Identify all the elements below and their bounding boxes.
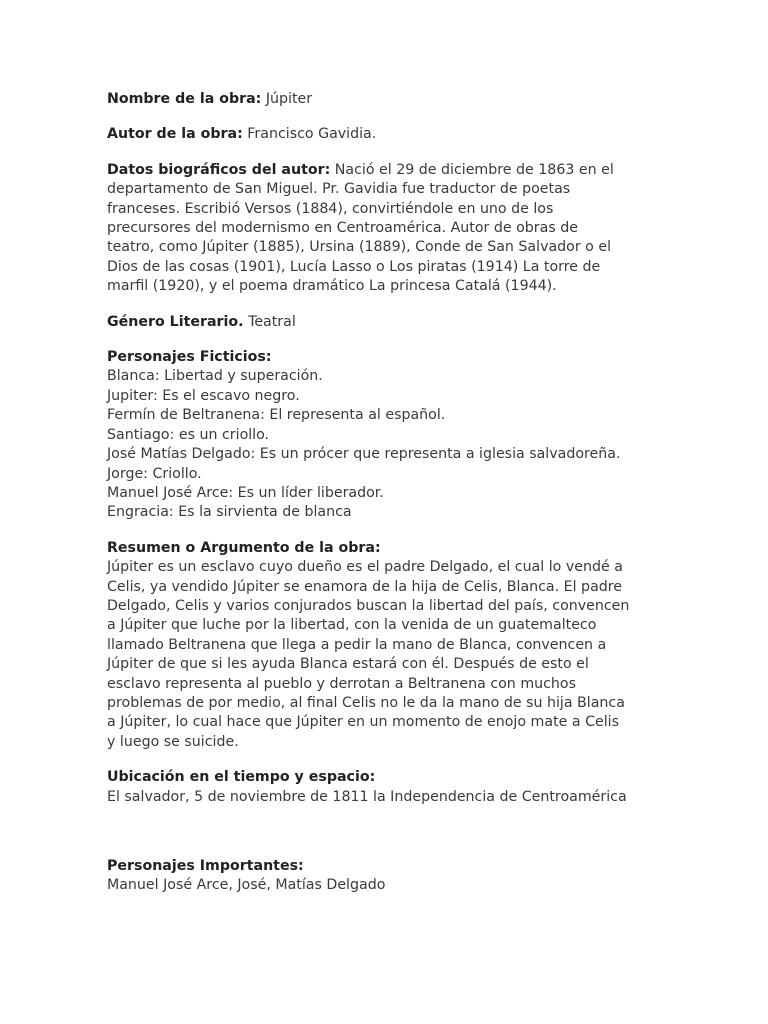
resumen-line: y luego se suicide. (107, 733, 239, 750)
biografia-line: franceses. Escribió Versos (1884), convirtiéndole en uno de los (107, 200, 554, 217)
biografia-label: Datos biográficos del autor: (107, 161, 331, 178)
biografia-line (107, 161, 667, 180)
biografia-line: teatro, como Júpiter (1885), Ursina (1889), Conde de San Salvador o el (107, 239, 612, 256)
autor-label: Autor de la obra: (107, 126, 243, 143)
biografia-line: Dios de las cosas (1901), Lucía Lasso o Los piratas (1914) La torre de (107, 258, 601, 275)
personajes-ficticios-title: Personajes Ficticios: (107, 349, 272, 366)
list-item: Santiago: es un criollo. (107, 426, 270, 443)
resumen-line: Júpiter de que si les ayuda Blanca estará con él. Después de esto el (107, 656, 589, 673)
list-item: Manuel José Arce: Es un líder liberador. (107, 484, 384, 501)
obra-section (107, 90, 667, 109)
biografia-section (107, 161, 667, 297)
resumen-line: llamado Beltranena que llega a pedir la mano de Blanca, convencen a (107, 636, 607, 653)
biografia-line: marfil (1920), y el poema dramático La princesa Catalá (1944). (107, 278, 557, 295)
genero-value: Teatral (243, 313, 296, 330)
resumen-line: esclavo representa al pueblo y derrotan a Beltranena con muchos (107, 675, 576, 692)
biografia-text: Nació el 29 de diciembre de 1863 en el (330, 161, 614, 178)
ubicacion-value: El salvador, 5 de noviembre de 1811 la Independencia de Centroamérica (107, 788, 627, 805)
obra-label: Nombre de la obra: (107, 91, 262, 107)
resumen-line: a Júpiter, lo cual hace que Júpiter en un momento de enojo mate a Celis (107, 714, 619, 731)
list-item: José Matías Delgado: Es un prócer que representa a iglesia salvadoreña. (107, 446, 621, 463)
resumen-line: a Júpiter que luche por la libertad, con la venida de un guatemalteco (107, 617, 597, 634)
autor-value: Francisco Gavidia. (242, 126, 377, 143)
resumen-line: Celis, ya vendido Júpiter se enamora de la hija de Celis, Blanca. El padre (107, 578, 623, 595)
document-page (107, 90, 667, 896)
obra-value: Júpiter (261, 91, 313, 107)
genero-section (107, 313, 667, 332)
list-item: Jorge: Criollo. (107, 465, 202, 482)
biografia-line: departamento de San Miguel. Pr. Gavidia fue traductor de poetas (107, 181, 571, 198)
personajes-importantes-value: Manuel José Arce, José, Matías Delgado (107, 877, 386, 894)
list-item: Fermín de Beltranena: El representa al español. (107, 407, 446, 424)
ubicacion-title: Ubicación en el tiempo y espacio: (107, 769, 376, 786)
personajes-importantes-title: Personajes Importantes: (107, 858, 304, 874)
resumen-section (107, 539, 667, 752)
ubicacion-section (107, 768, 667, 807)
biografia-line: precursores del modernismo en Centroamérica. Autor de obras de (107, 220, 578, 237)
resumen-title: Resumen o Argumento de la obra: (107, 539, 381, 556)
autor-section (107, 125, 667, 144)
resumen-line: Júpiter es un esclavo cuyo dueño es el padre Delgado, el cual lo vendé a (107, 559, 623, 576)
list-item: Jupiter: Es el escavo negro. (107, 387, 300, 404)
list-item: Engracia: Es la sirvienta de blanca (107, 504, 352, 521)
resumen-line: Delgado, Celis y varios conjurados buscan la libertad del país, convencen (107, 597, 630, 614)
list-item: Blanca: Libertad y superación. (107, 368, 323, 385)
genero-label: Género Literario. (107, 313, 244, 330)
personajes-importantes-section (107, 857, 667, 896)
personajes-ficticios-section (107, 348, 667, 523)
resumen-line: problemas de por medio, al final Celis no le da la mano de su hija Blanca (107, 694, 625, 711)
